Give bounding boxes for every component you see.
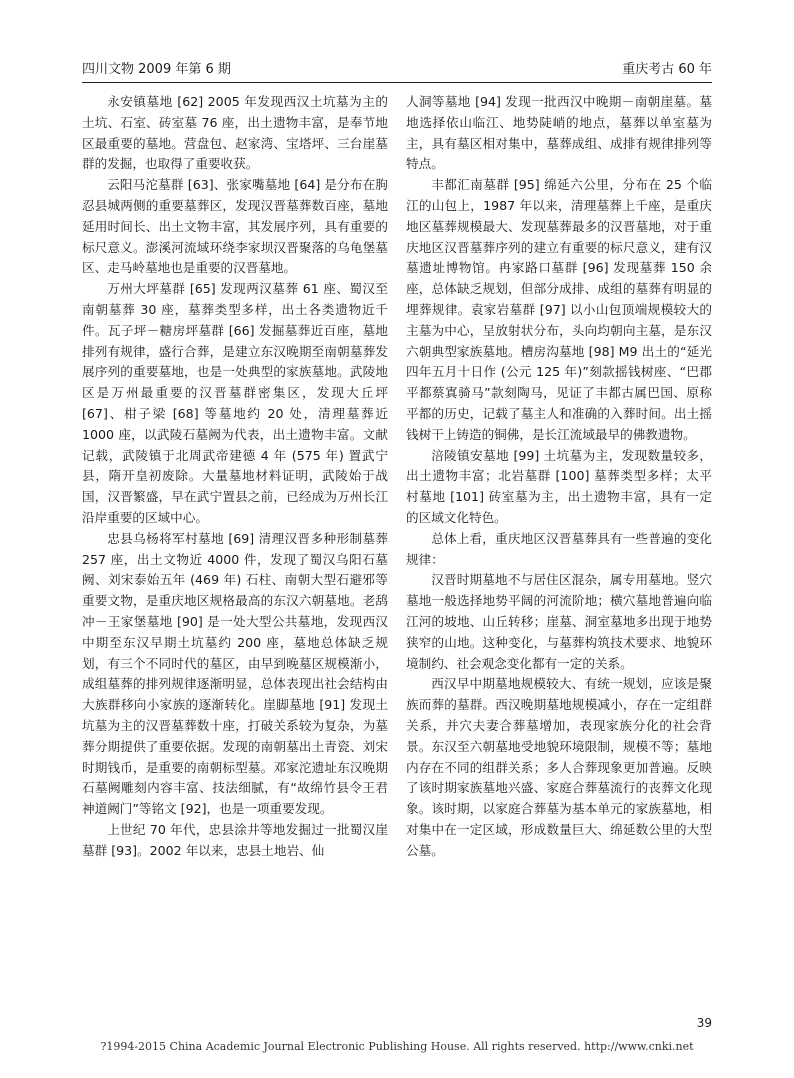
article-title-header: 重庆考古 60 年 — [622, 62, 712, 77]
paragraph: 总体上看，重庆地区汉晋墓葬具有一些普遍的变化规律： — [406, 530, 712, 567]
journal-issue: 四川文物 2009 年第 6 期 — [82, 62, 231, 77]
paragraph: 忠县乌杨将军村墓地 [69] 清理汉晋多种形制墓葬 257 座，出土文物近 4000 件，发现了蜀汉乌阳石墓阙、刘宋泰始五年 (469 年) 石柱、南朝大型石避邪等重要文物，是重庆地区规格最高的东汉六朝墓地。老鸹冲－王家堡墓地 [90] 是一处大型公共墓地，发现西汉中期至东汉早期土坑墓约 200 座，墓地总体缺乏规划，有三个不同时代的墓区，由早到晚墓区规模渐小，成组墓葬的排列规律逐渐明显，总体表现出社会结构由大族群移向小家族的逐渐转化。崖脚墓地 [91] 发现土坑墓为主的汉晋墓葬数十座，打破关系较为复杂，为墓葬分期提供了重要依据。发现的南朝墓出土青瓷、刘宋时期钱币，是重要的南朝标型墓。邓家沱遗址东汉晚期石墓阙雕刻内容丰富、技法细腻，有“故绵竹县令王君神道阙门”等铭文 [92]，也是一项重要发现。 — [82, 530, 388, 817]
paragraph: 涪陵镇安墓地 [99] 土坑墓为主，发现数量较多，出土遗物丰富；北岩墓群 [100] 墓葬类型多样；太平村墓地 [101] 砖室墓为主，出土遗物丰富，具有一定的区域文化特色。 — [406, 447, 712, 525]
paragraph: 上世纪 70 年代，忠县涂井等地发掘过一批蜀汉崖墓群 [93]。2002 年以来，忠县土地岩、仙 — [82, 821, 388, 858]
paragraph: 永安镇墓地 [62] 2005 年发现西汉土坑墓为主的土坑、石室、砖室墓 76 座，出土遗物丰富，是奉节地区最重要的墓地。营盘包、赵家湾、宝塔坪、三台崖墓群的发掘，也取得了重要收获。 — [82, 94, 388, 172]
right-column — [406, 92, 712, 861]
paragraph: 西汉早中期墓地规模较大、有统一规划，应该是聚族而葬的墓群。西汉晚期墓地规模减小，存在一定组群关系，并穴夫妻合葬墓增加，表现家族分化的社会背景。东汉至六朝墓地受地貌环境限制，规模不等；墓地内存在不同的组群关系；多人合葬现象更加普遍。反映了该时期家族墓地兴盛、家庭合葬墓流行的丧葬文化现象。该时期，以家庭合葬墓为基本单元的家族墓地，相对集中在一定区域，形成数量巨大、绵延数公里的大型公墓。 — [406, 676, 712, 858]
left-column — [82, 92, 388, 861]
copyright-footer: ?1994-2015 China Academic Journal Electronic Publishing House. All rights reserved. http://www.cnki.net — [100, 1040, 694, 1053]
paragraph: 丰都汇南墓群 [95] 绵延六公里，分布在 25 个临江的山包上，1987 年以来，清理墓葬上千座，是重庆地区墓葬规模最大、发现墓葬最多的汉晋墓地，对于重庆地区汉晋墓葬序列的建立有重要的标尺意义，建有汉墓遗址博物馆。冉家路口墓群 [96] 发现墓葬 150 余座，总体缺乏规划，但部分成排、成组的墓葬有明显的埋葬规律。袁家岩墓群 [97] 以小山包顶端规模较大的主墓为中心，呈放射状分布，头向均朝向主墓，是东汉六朝典型家族墓地。槽房沟墓地 [98] M9 出土的“延光四年五月十日作 (公元 125 年)”刻款摇钱树座、“巴郡平都蔡寘骑马”款刻陶马，见证了丰都古属巴国、原称平都的历史，记载了墓主人和准确的入葬时间。出土摇钱树干上铸造的铜佛，是长江流域最早的佛教遗物。 — [406, 177, 712, 442]
header-rule — [82, 82, 712, 83]
paragraph: 汉晋时期墓地不与居住区混杂，属专用墓地。竖穴墓地一般选择地势平阔的河流阶地；横穴墓地普遍向临江河的坡地、山丘转移；崖墓、洞室墓地多出现于地势狭窄的山地。这种变化，与墓葬构筑技术要求、地貌环境制约、社会观念变化都有一定的关系。 — [406, 572, 712, 671]
page-number: 39 — [696, 1016, 712, 1030]
paragraph: 云阳马沱墓群 [63]、张家嘴墓地 [64] 是分布在朐忍县城两侧的重要墓葬区，发现汉晋墓葬数百座，墓地延用时间长、出土文物丰富，其发展序列，具有重要的标尺意义。澎溪河流域环绕李家坝汉晋聚落的乌龟堡墓区、走马岭墓地也是重要的汉晋墓地。 — [82, 177, 388, 276]
paragraph-continued: 人洞等墓地 [94] 发现一批西汉中晚期－南朝崖墓。墓地选择依山临江、地势陡峭的地点，墓葬以单室墓为主，具有墓区相对集中，墓葬成组、成排有规律排列等特点。 — [406, 94, 712, 172]
paragraph: 万州大坪墓群 [65] 发现两汉墓葬 61 座、蜀汉至南朝墓葬 30 座，墓葬类型多样，出土各类遗物近千件。瓦子坪－糖房坪墓群 [66] 发掘墓葬近百座，墓地排列有规律，盛行合葬，是建立东汉晚期至南朝墓葬发展序列的重要墓地，也是一处典型的家族墓地。武陵地区是万州最重要的汉晋墓群密集区，发现大丘坪 [67]、柑子梁 [68] 等墓地约 20 处，清理墓葬近 1000 座，以武陵石墓阙为代表，出土遗物丰富。文献记载，武陵镇于北周武帝建德 4 年 (575 年) 置武宁县，隋开皇初废除。大量墓地材料证明，武陵始于战国，汉晋繁盛，早在武宁置县之前，已经成为万州长江沿岸重要的区域中心。 — [82, 281, 388, 525]
